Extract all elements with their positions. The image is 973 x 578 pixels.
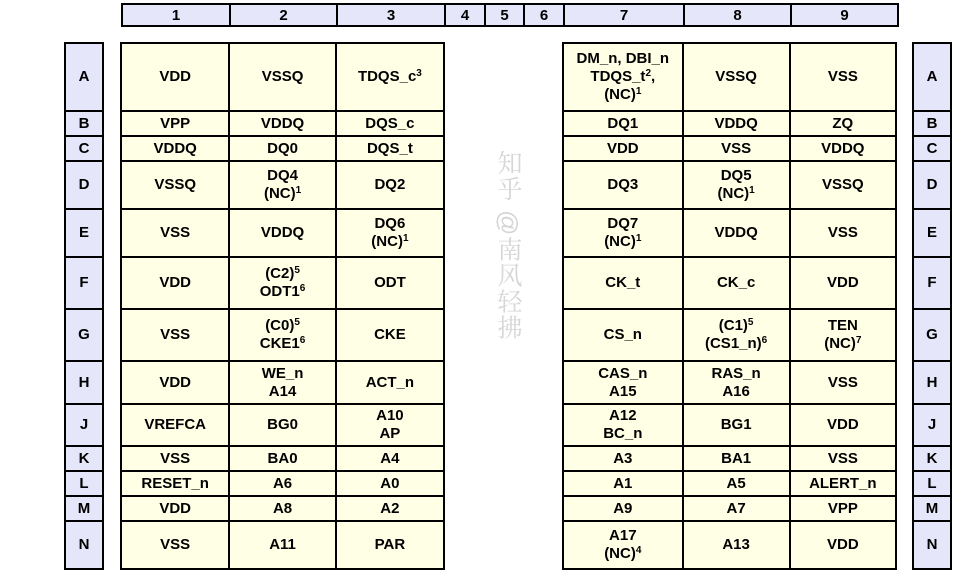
ball-signal: BG1	[720, 416, 752, 433]
ball-L8	[683, 471, 790, 496]
column-header-7: 7	[563, 3, 685, 27]
row-label-M-right: M	[913, 496, 951, 521]
row-label-H-left: H	[65, 361, 103, 404]
ball-grid-right	[562, 42, 897, 570]
ball-A2	[229, 43, 335, 111]
grid-row-B	[563, 111, 896, 136]
grid-row-K	[563, 446, 896, 471]
ball-signal: WE_n	[261, 364, 304, 382]
ball-E3	[336, 209, 444, 257]
ball-signal: VSS	[160, 224, 191, 241]
ball-A1	[121, 43, 229, 111]
ball-signal: VDD	[606, 139, 639, 157]
ball-signal: (C2)	[265, 265, 295, 282]
ball-signal: VSS	[827, 224, 858, 241]
ball-signal: ZQ	[832, 114, 854, 132]
ball-K2	[229, 446, 335, 471]
ball-signal: VDDQ	[260, 114, 305, 132]
ball-F3	[336, 257, 444, 309]
ball-signal: A12	[609, 407, 637, 424]
column-header-8: 8	[683, 3, 792, 27]
ball-signal: BC_n	[603, 425, 643, 442]
ball-F8	[683, 257, 790, 309]
ball-G9	[790, 309, 896, 361]
ball-D9	[790, 161, 896, 209]
ball-L3	[336, 471, 444, 496]
row-label-B-right: B	[913, 111, 951, 136]
ball-N7	[563, 521, 683, 569]
grid-row-G	[121, 309, 444, 361]
ball-H1	[121, 361, 229, 404]
row-label-F-right: F	[913, 257, 951, 309]
row-label-M-left: M	[65, 496, 103, 521]
grid-row-C	[563, 136, 896, 161]
ball-signal: A5	[726, 474, 746, 492]
row-labels-right	[912, 42, 952, 570]
ball-signal: VDD	[826, 274, 859, 291]
column-header-3: 3	[336, 3, 446, 27]
ball-signal: BA1	[721, 449, 752, 467]
row-label-G-left: G	[65, 309, 103, 361]
ball-L9	[790, 471, 896, 496]
ball-E2	[229, 209, 335, 257]
ball-signal: VSSQ	[715, 68, 757, 85]
grid-row-K	[121, 446, 444, 471]
ball-K3	[336, 446, 444, 471]
ball-J9	[790, 404, 896, 446]
grid-row-F	[563, 257, 896, 309]
ball-signal: DQ1	[607, 114, 639, 132]
grid-row-N	[563, 521, 896, 569]
grid-row-G	[563, 309, 896, 361]
ball-E8	[683, 209, 790, 257]
footnote-ref: 6	[761, 335, 768, 346]
grid-row-E	[121, 209, 444, 257]
ball-signal: VPP	[827, 499, 858, 517]
ball-signal: VSSQ	[154, 176, 196, 193]
grid-row-C	[121, 136, 444, 161]
grid-row-B	[121, 111, 444, 136]
ball-signal: A17	[609, 527, 637, 544]
row-label-A-left: A	[65, 43, 103, 111]
ball-J1	[121, 404, 229, 446]
ball-signal: A9	[613, 499, 633, 517]
ball-N3	[336, 521, 444, 569]
ball-signal: CK_t	[605, 274, 641, 291]
row-label-G-right: G	[913, 309, 951, 361]
ball-signal: BA0	[267, 449, 298, 467]
row-label-E-left: E	[65, 209, 103, 257]
ball-signal: VDDQ	[714, 224, 758, 241]
ball-signal: A1	[613, 474, 633, 492]
ball-B3	[336, 111, 444, 136]
ball-signal: DQS_c	[365, 114, 415, 132]
ball-J2	[229, 404, 335, 446]
ball-L1	[121, 471, 229, 496]
ball-signal: DM_n, DBI_n	[576, 50, 670, 67]
ball-C7	[563, 136, 683, 161]
column-header-2: 2	[229, 3, 338, 27]
ball-L2	[229, 471, 335, 496]
column-header-6: 6	[523, 3, 565, 27]
ball-signal: A16	[722, 382, 750, 400]
ball-signal: RAS_n	[711, 364, 761, 382]
ball-E7	[563, 209, 683, 257]
ball-signal: VSS	[827, 373, 858, 391]
row-label-J-left: J	[65, 404, 103, 446]
footnote-ref: 5	[294, 317, 300, 328]
ball-signal: A3	[613, 449, 633, 467]
grid-row-N	[121, 521, 444, 569]
ball-K9	[790, 446, 896, 471]
ball-signal: (C1)	[718, 317, 748, 334]
ball-C1	[121, 136, 229, 161]
grid-row-D	[563, 161, 896, 209]
footnote-ref: 1	[635, 86, 642, 97]
grid-row-F	[121, 257, 444, 309]
ball-K8	[683, 446, 790, 471]
ball-H8	[683, 361, 790, 404]
ball-signal: (NC)	[604, 233, 636, 250]
ball-K7	[563, 446, 683, 471]
row-label-J-right: J	[913, 404, 951, 446]
ball-N2	[229, 521, 335, 569]
footnote-ref: 2	[645, 68, 651, 79]
ball-F2	[229, 257, 335, 309]
row-label-F-left: F	[65, 257, 103, 309]
ball-N1	[121, 521, 229, 569]
grid-row-M	[563, 496, 896, 521]
ball-signal: (NC)	[604, 86, 636, 103]
footnote-ref: 1	[402, 233, 409, 244]
ball-J3	[336, 404, 444, 446]
ball-H3	[336, 361, 444, 404]
ball-D2	[229, 161, 335, 209]
ball-N8	[683, 521, 790, 569]
ball-F7	[563, 257, 683, 309]
footnote-ref: 3	[416, 68, 422, 79]
ball-signal: A13	[722, 536, 750, 553]
ball-A8	[683, 43, 790, 111]
ball-K1	[121, 446, 229, 471]
ball-D3	[336, 161, 444, 209]
ball-signal: VSS	[160, 326, 191, 343]
ball-signal: (NC)	[824, 335, 856, 352]
column-header-1: 1	[121, 3, 231, 27]
ball-G2	[229, 309, 335, 361]
ball-signal: A0	[380, 474, 400, 492]
ball-signal: VSS	[827, 449, 858, 467]
row-label-L-right: L	[913, 471, 951, 496]
ball-H9	[790, 361, 896, 404]
ball-signal: VDD	[159, 274, 191, 291]
ball-M3	[336, 496, 444, 521]
ball-signal: BG0	[267, 416, 298, 433]
ball-signal: (NC)	[263, 185, 296, 202]
ball-signal: VDDQ	[714, 114, 758, 132]
row-label-N-right: N	[913, 521, 951, 569]
ball-J7	[563, 404, 683, 446]
ball-signal: A7	[726, 499, 746, 517]
column-header-4: 4	[444, 3, 486, 27]
ball-B8	[683, 111, 790, 136]
ball-L7	[563, 471, 683, 496]
ball-signal: A2	[380, 499, 400, 517]
ball-signal: DQ5	[720, 167, 752, 184]
ball-signal: VSSQ	[261, 68, 304, 85]
row-label-H-right: H	[913, 361, 951, 404]
ball-A9	[790, 43, 896, 111]
footnote-ref: 5	[747, 317, 754, 328]
ball-G7	[563, 309, 683, 361]
ball-signal: CAS_n	[598, 364, 648, 382]
grid-row-L	[563, 471, 896, 496]
ball-signal: CS_n	[603, 326, 642, 343]
ball-signal: VDD	[159, 373, 191, 391]
ball-signal: ACT_n	[365, 373, 415, 391]
ball-signal: TDQS_t	[590, 68, 646, 85]
grid-row-E	[563, 209, 896, 257]
row-label-K-right: K	[913, 446, 951, 471]
ball-signal: VSS	[721, 139, 752, 157]
ball-signal: CKE1	[259, 335, 300, 352]
ball-M1	[121, 496, 229, 521]
ball-signal: VPP	[160, 114, 191, 132]
ball-signal: VDD	[826, 416, 859, 433]
ball-signal: PAR	[374, 536, 406, 553]
ball-signal: VDD	[159, 499, 191, 517]
grid-row-A	[563, 43, 896, 111]
ball-D1	[121, 161, 229, 209]
watermark: 知乎 @南风轻拂	[494, 150, 522, 341]
grid-row-M	[121, 496, 444, 521]
ball-signal: DQ2	[374, 176, 406, 193]
ball-signal: TDQS_c	[357, 68, 417, 85]
ball-signal: (NC)	[371, 233, 403, 250]
grid-row-J	[563, 404, 896, 446]
ball-M9	[790, 496, 896, 521]
ball-grid-left	[120, 42, 445, 570]
ball-signal: A6	[272, 474, 293, 492]
column-header-5: 5	[484, 3, 525, 27]
row-label-C-right: C	[913, 136, 951, 161]
ball-signal: DQ6	[374, 215, 406, 232]
ball-signal: (CS1_n)	[704, 335, 762, 352]
ball-D7	[563, 161, 683, 209]
ball-signal: A11	[269, 536, 296, 553]
row-label-B-left: B	[65, 111, 103, 136]
ball-C2	[229, 136, 335, 161]
ball-F9	[790, 257, 896, 309]
grid-row-A	[121, 43, 444, 111]
ball-signal: TEN	[827, 317, 858, 334]
column-header-9: 9	[790, 3, 899, 27]
ball-signal: DQ4	[267, 167, 298, 184]
ball-C3	[336, 136, 444, 161]
ball-signal: (NC)	[604, 545, 636, 562]
footnote-ref: 6	[299, 283, 306, 294]
grid-row-J	[121, 404, 444, 446]
ball-A7: DM_n, DBI_n $TDQS\_t^2$, (NC)$^1$	[563, 43, 683, 111]
ball-C8	[683, 136, 790, 161]
row-label-D-right: D	[913, 161, 951, 209]
ball-signal: VREFCA	[144, 416, 206, 433]
ball-signal: VSS	[827, 68, 858, 85]
ball-signal: VDDQ	[821, 139, 865, 157]
ball-N9	[790, 521, 896, 569]
ball-M2	[229, 496, 335, 521]
row-label-K-left: K	[65, 446, 103, 471]
ball-signal: VDD	[826, 536, 859, 553]
row-label-A-right: A	[913, 43, 951, 111]
row-label-N-left: N	[65, 521, 103, 569]
ball-M7	[563, 496, 683, 521]
ball-G8	[683, 309, 790, 361]
ball-signal: AP	[379, 425, 401, 442]
ball-signal: CKE	[374, 326, 406, 343]
ball-D8	[683, 161, 790, 209]
ball-B2	[229, 111, 335, 136]
footnote-ref: 7	[855, 335, 862, 346]
row-labels-left	[64, 42, 104, 570]
row-label-L-left: L	[65, 471, 103, 496]
ball-signal: ALERT_n	[809, 474, 877, 492]
ball-F1	[121, 257, 229, 309]
ball-signal: DQ3	[607, 176, 639, 193]
ball-signal: VDDQ	[260, 224, 305, 241]
row-label-E-right: E	[913, 209, 951, 257]
row-label-C-left: C	[65, 136, 103, 161]
row-label-D-left: D	[65, 161, 103, 209]
ball-signal: A4	[380, 449, 400, 467]
ball-signal: ODT	[374, 274, 406, 291]
grid-row-H	[563, 361, 896, 404]
ball-signal: A10	[376, 407, 404, 424]
footnote-ref: 6	[299, 335, 306, 346]
grid-row-D	[121, 161, 444, 209]
ball-signal: VDD	[159, 68, 191, 85]
ball-H2	[229, 361, 335, 404]
grid-row-H	[121, 361, 444, 404]
ball-E1	[121, 209, 229, 257]
ball-signal: A8	[272, 499, 293, 517]
ball-signal: VSSQ	[821, 176, 864, 193]
ball-B1	[121, 111, 229, 136]
ball-signal: (C0)	[265, 317, 295, 334]
ball-signal: VDDQ	[153, 139, 197, 157]
ball-signal: DQS_t	[366, 139, 413, 157]
ball-signal: (NC)	[717, 185, 750, 202]
footnote-ref: 1	[295, 185, 302, 196]
ball-signal: A14	[268, 382, 297, 400]
ball-B7	[563, 111, 683, 136]
footnote-ref: 1	[635, 233, 642, 244]
ball-signal: DQ7	[607, 215, 639, 232]
footnote-ref: 1	[749, 185, 755, 196]
ball-E9	[790, 209, 896, 257]
ball-signal: DQ0	[267, 139, 298, 157]
ball-G3	[336, 309, 444, 361]
footnote-ref: 4	[635, 545, 642, 556]
ball-signal: CK_c	[716, 274, 756, 291]
ball-B9	[790, 111, 896, 136]
ball-A3	[336, 43, 444, 111]
ball-signal: RESET_n	[141, 474, 209, 492]
ball-J8	[683, 404, 790, 446]
ball-signal: ODT1	[259, 283, 300, 300]
grid-row-L	[121, 471, 444, 496]
ball-M8	[683, 496, 790, 521]
ball-H7	[563, 361, 683, 404]
ball-G1	[121, 309, 229, 361]
ball-signal: A15	[609, 382, 637, 400]
ball-C9	[790, 136, 896, 161]
footnote-ref: 5	[294, 265, 300, 276]
ball-signal: VSS	[160, 536, 191, 553]
ball-signal: VSS	[160, 449, 191, 467]
